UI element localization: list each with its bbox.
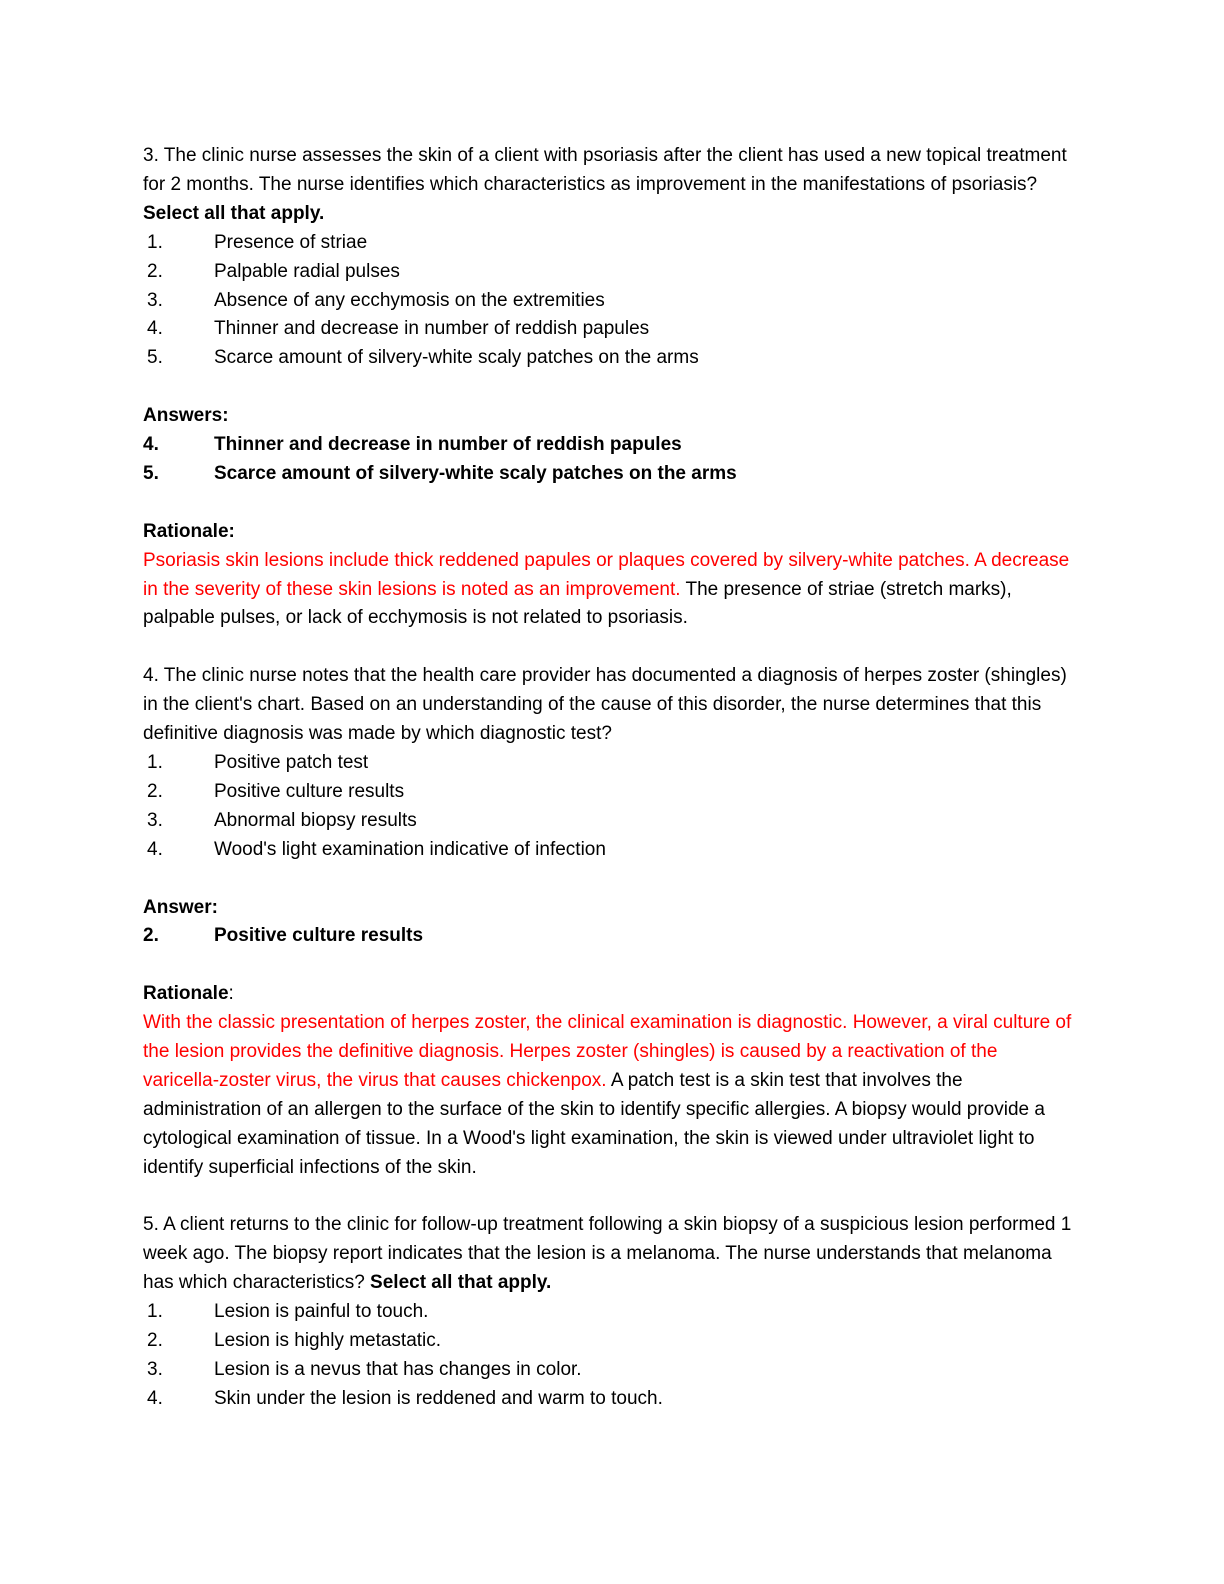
- answer-number: 2.: [143, 925, 159, 947]
- answer-heading: Answer:: [143, 896, 218, 918]
- option-item: [143, 749, 1078, 778]
- option-number: 3.: [147, 809, 163, 831]
- option-item: [143, 315, 1078, 344]
- option-text: Lesion is a nevus that has changes in color.: [214, 1358, 582, 1380]
- option-number: 2.: [147, 780, 163, 802]
- option-item: [143, 1385, 1078, 1414]
- option-item: [143, 1327, 1078, 1356]
- option-text: Positive patch test: [214, 751, 369, 773]
- answer-text: Scarce amount of silvery-white scaly patches on the arms: [214, 462, 737, 484]
- option-number: 2.: [147, 260, 163, 282]
- document-page: [143, 142, 1078, 1414]
- rationale-text: The presence of striae (stretch marks), palpable pulses, or lack of ecchymosis is not related to psoriasis.: [143, 578, 1012, 629]
- question-3-text: 3. The clinic nurse assesses the skin of a client with psoriasis after the client has used a new topical treatment for 2 months. The nurse identifies which characteristics as improvement in the manifestations of psoriasis?: [143, 145, 1067, 195]
- rationale-body: [143, 1009, 1078, 1182]
- option-number: 5.: [147, 347, 163, 369]
- option-text: Scarce amount of silvery-white scaly patches on the arms: [214, 347, 699, 369]
- option-number: 1.: [147, 751, 163, 773]
- option-item: [143, 344, 1078, 373]
- rationale-heading-suffix: :: [228, 983, 234, 1005]
- rationale-heading: [143, 980, 1078, 1009]
- answer-item: [143, 922, 1078, 951]
- rationale-heading-text: Rationale: [143, 983, 229, 1005]
- option-number: 4.: [147, 838, 163, 860]
- answer-number: 4.: [143, 434, 159, 456]
- question-5-stem: [143, 1211, 1078, 1298]
- rationale-highlight: With the classic presentation of herpes zoster, the clinical examination is diagnostic. However, a viral culture of the lesion provides the definitive diagnosis. Herpes zoster (shingles) is caused by a reactivation of the varicella-zoster virus, the virus that causes chickenpox.: [143, 1012, 1072, 1091]
- answer-heading: Answers:: [143, 405, 229, 427]
- option-number: 2.: [147, 1330, 163, 1352]
- option-text: Lesion is painful to touch.: [214, 1301, 429, 1323]
- option-text: Palpable radial pulses: [214, 260, 400, 282]
- option-text: Thinner and decrease in number of reddish papules: [214, 318, 650, 340]
- option-number: 3.: [147, 289, 163, 311]
- option-item: [143, 836, 1078, 865]
- option-number: 4.: [147, 1387, 163, 1409]
- option-item: [143, 287, 1078, 316]
- option-item: [143, 1356, 1078, 1385]
- option-item: [143, 1298, 1078, 1327]
- answer-text: Positive culture results: [214, 925, 424, 947]
- option-text: Skin under the lesion is reddened and warm to touch.: [214, 1387, 663, 1409]
- answer-item: [143, 431, 1078, 460]
- answer-text: Thinner and decrease in number of reddish papules: [214, 434, 682, 456]
- option-number: 3.: [147, 1358, 163, 1380]
- question-5-text: 5. A client returns to the clinic for follow-up treatment following a skin biopsy of a suspicious lesion performed 1 week ago. The biopsy report indicates that the lesion is a melanoma. The nurse understands that melanoma has which characteristics?: [143, 1214, 1072, 1294]
- answer-number: 5.: [143, 462, 159, 484]
- question-4-stem: 4. The clinic nurse notes that the health care provider has documented a diagnosis of herpes zoster (shingles) in the client's chart. Based on an understanding of the cause of this disorder, the nurse determines that this definitive diagnosis was made by which diagnostic test?: [143, 665, 1067, 745]
- rationale-text: A patch test is a skin test that involves the administration of an allergen to the surface of the skin to identify specific allergies. A biopsy would provide a cytological examination of tissue. In a Wood's light examination, the skin is viewed under ultraviolet light to identify superficial infections of the skin.: [143, 1069, 1045, 1178]
- option-number: 4.: [147, 318, 163, 340]
- rationale-highlight: Psoriasis skin lesions include thick reddened papules or plaques covered by silvery-white patches. A decrease in the severity of these skin lesions is noted as an improvement.: [143, 549, 1070, 600]
- option-number: 1.: [147, 1301, 163, 1323]
- option-item: [143, 258, 1078, 287]
- option-item: [143, 778, 1078, 807]
- option-number: 1.: [147, 231, 163, 253]
- option-text: Wood's light examination indicative of infection: [214, 838, 606, 860]
- option-text: Presence of striae: [214, 231, 368, 253]
- question-3-instruction: Select all that apply.: [143, 202, 325, 224]
- rationale-heading: [143, 518, 1078, 547]
- rationale-body: [143, 547, 1078, 634]
- option-item: [143, 807, 1078, 836]
- answer-item: [143, 460, 1078, 489]
- option-text: Positive culture results: [214, 780, 405, 802]
- option-item: [143, 229, 1078, 258]
- question-5-instruction: Select all that apply.: [370, 1272, 552, 1294]
- option-text: Abnormal biopsy results: [214, 809, 417, 831]
- option-text: Absence of any ecchymosis on the extremities: [214, 289, 605, 311]
- question-3-stem: [143, 142, 1078, 229]
- option-text: Lesion is highly metastatic.: [214, 1330, 442, 1352]
- rationale-heading-text: Rationale:: [143, 520, 235, 542]
